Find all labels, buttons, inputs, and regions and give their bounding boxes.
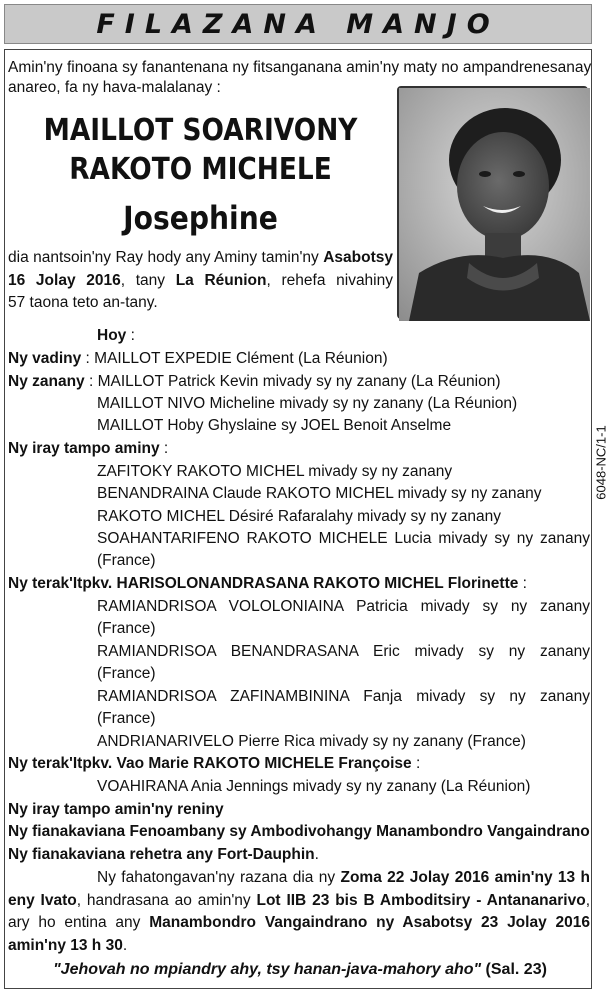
funeral-arrival-place: eny Ivato bbox=[8, 892, 77, 909]
death-line-1 bbox=[8, 248, 393, 268]
funeral-line-2 bbox=[8, 891, 590, 911]
terak2-item: VOAHIRANA Ania Jennings mivady sy ny zanany (La Réunion) bbox=[97, 778, 531, 795]
tampo-item: RAKOTO MICHEL Désiré Rafaralahy mivady sy ny zanany bbox=[97, 508, 501, 525]
notice-header bbox=[4, 4, 592, 44]
hoy-colon: : bbox=[126, 327, 135, 344]
death-line-2 bbox=[8, 271, 393, 291]
zanany-item: MAILLOT Hoby Ghyslaine sy JOEL Benoit Anselme bbox=[97, 417, 452, 434]
verse-quote: "Jehovah no mpiandry ahy, tsy hanan-java-mahory aho" bbox=[53, 961, 482, 978]
funeral-line-2-text: , handrasana ao amin'ny bbox=[76, 892, 257, 909]
terak1-item: ANDRIANARIVELO Pierre Rica mivady sy ny zanany (France) bbox=[97, 733, 526, 750]
verse-reference: (Sal. 23) bbox=[481, 961, 547, 978]
terak2-label-line bbox=[8, 754, 420, 774]
funeral-line-1-text: Ny fahatongavan'ny razana dia ny bbox=[97, 869, 341, 886]
tampo-item: SOAHANTARIFENO RAKOTO MICHELE Lucia mivady sy ny zanany bbox=[97, 530, 590, 547]
vadiny-sep: : bbox=[81, 350, 95, 367]
terak1-item: RAMIANDRISOA ZAFINAMBININA Fanja mivady sy ny zanany bbox=[97, 688, 590, 705]
death-line-2-end: , rehefa nivahiny bbox=[266, 272, 393, 289]
vadiny-line bbox=[8, 349, 388, 369]
tampo-item: ZAFITOKY RAKOTO MICHEL mivady sy ny zanany bbox=[97, 463, 453, 480]
terak1-item: (France) bbox=[97, 710, 156, 727]
fianakaviana-line-2 bbox=[8, 845, 319, 865]
portrait-icon bbox=[399, 88, 590, 321]
tampo-item: BENANDRAINA Claude RAKOTO MICHEL mivady sy ny zanany bbox=[97, 485, 542, 502]
zanany-label: Ny zanany bbox=[8, 373, 85, 390]
terak1-item: (France) bbox=[97, 620, 156, 637]
tampo-label-end: y bbox=[151, 440, 160, 457]
terak1-label: Ny terak'Itpkv. HARISOLONANDRASANA RAKOTO MICHEL Florinette bbox=[8, 575, 519, 592]
death-line-3: 57 taona teto an-tany. bbox=[8, 294, 158, 311]
death-line-2-text: , tany bbox=[120, 272, 176, 289]
zanany-sep: : bbox=[84, 373, 98, 390]
death-line-1-text: dia nantsoin'ny Ray hody any Aminy tamin'ny bbox=[8, 249, 324, 266]
tampo-label-line bbox=[8, 439, 168, 459]
fianakaviana-2-end: . bbox=[314, 846, 319, 863]
funeral-wake-address: Lot IIB 23 bis B Amboditsiry - Antananarivo bbox=[256, 892, 586, 909]
intro-line-2: anareo, fa ny hava-malalanay : bbox=[8, 79, 221, 96]
deceased-name-line-2: RAKOTO MICHELE bbox=[69, 152, 332, 187]
reference-code: 6048-NC/1-1 bbox=[593, 425, 609, 500]
fianakaviana-line-1: Ny fianakaviana Fenoambany sy Ambodivohangy Manambondro Vangaindrano bbox=[8, 823, 590, 840]
bible-verse bbox=[0, 960, 600, 980]
death-place: La Réunion bbox=[175, 272, 267, 289]
zanany-line-1 bbox=[8, 372, 500, 392]
deceased-name-line-3: Josephine bbox=[123, 199, 278, 237]
hoy-label: Hoy bbox=[97, 327, 127, 344]
funeral-line-4 bbox=[8, 936, 127, 956]
terak1-item: (France) bbox=[97, 665, 156, 682]
tampo-sep: : bbox=[159, 440, 169, 457]
fianakaviana-2-text: Ny fianakaviana rehetra any Fort-Dauphin bbox=[8, 846, 315, 863]
intro-line-1: Amin'ny finoana sy fanantenana ny fitsanganana amin'ny maty no ampandrenesanay bbox=[8, 59, 592, 76]
funeral-burial-date: Manambondro Vangaindrano ny Asabotsy 23 Jolay 2016 bbox=[149, 914, 590, 931]
deceased-name-line-1: MAILLOT SOARIVONY bbox=[43, 113, 358, 148]
vadiny-value: MAILLOT EXPEDIE Clément (La Réunion) bbox=[94, 350, 388, 367]
tampo-label: Ny iray tampo amin bbox=[8, 440, 151, 457]
funeral-line-2-end: , bbox=[585, 892, 590, 909]
hoy-line bbox=[97, 326, 135, 346]
notice-title: FILAZANA MANJO bbox=[96, 8, 500, 40]
terak2-sep: : bbox=[411, 755, 421, 772]
reniny-line: Ny iray tampo amin'ny reniny bbox=[8, 801, 224, 818]
terak1-label-line bbox=[8, 574, 527, 594]
tampo-item: (France) bbox=[97, 552, 156, 569]
portrait-photo bbox=[397, 86, 588, 319]
zanany-item: MAILLOT NIVO Micheline mivady sy ny zanany (La Réunion) bbox=[97, 395, 518, 412]
terak1-item: RAMIANDRISOA VOLOLONIAINA Patricia mivady sy ny zanany bbox=[97, 598, 590, 615]
funeral-line-3 bbox=[8, 913, 590, 933]
funeral-burial-time: amin'ny 13 h 30 bbox=[8, 937, 123, 954]
funeral-arrival-date: Zoma 22 Jolay 2016 amin'ny 13 h bbox=[340, 869, 591, 886]
funeral-line-3-text: ary ho entina any bbox=[8, 914, 150, 931]
funeral-line-4-end: . bbox=[122, 937, 128, 954]
terak1-item: RAMIANDRISOA BENANDRASANA Eric mivady sy ny zanany bbox=[97, 643, 590, 660]
death-date: 16 Jolay 2016 bbox=[8, 272, 121, 289]
zanany-item: MAILLOT Patrick Kevin mivady sy ny zanany (La Réunion) bbox=[97, 373, 501, 390]
terak1-sep: : bbox=[518, 575, 527, 592]
vadiny-label: Ny vadiny bbox=[8, 350, 82, 367]
funeral-line-1 bbox=[97, 868, 590, 888]
terak2-label: Ny terak'Itpkv. Vao Marie RAKOTO MICHELE Françoise bbox=[8, 755, 412, 772]
death-day: Asabotsy bbox=[323, 249, 393, 266]
